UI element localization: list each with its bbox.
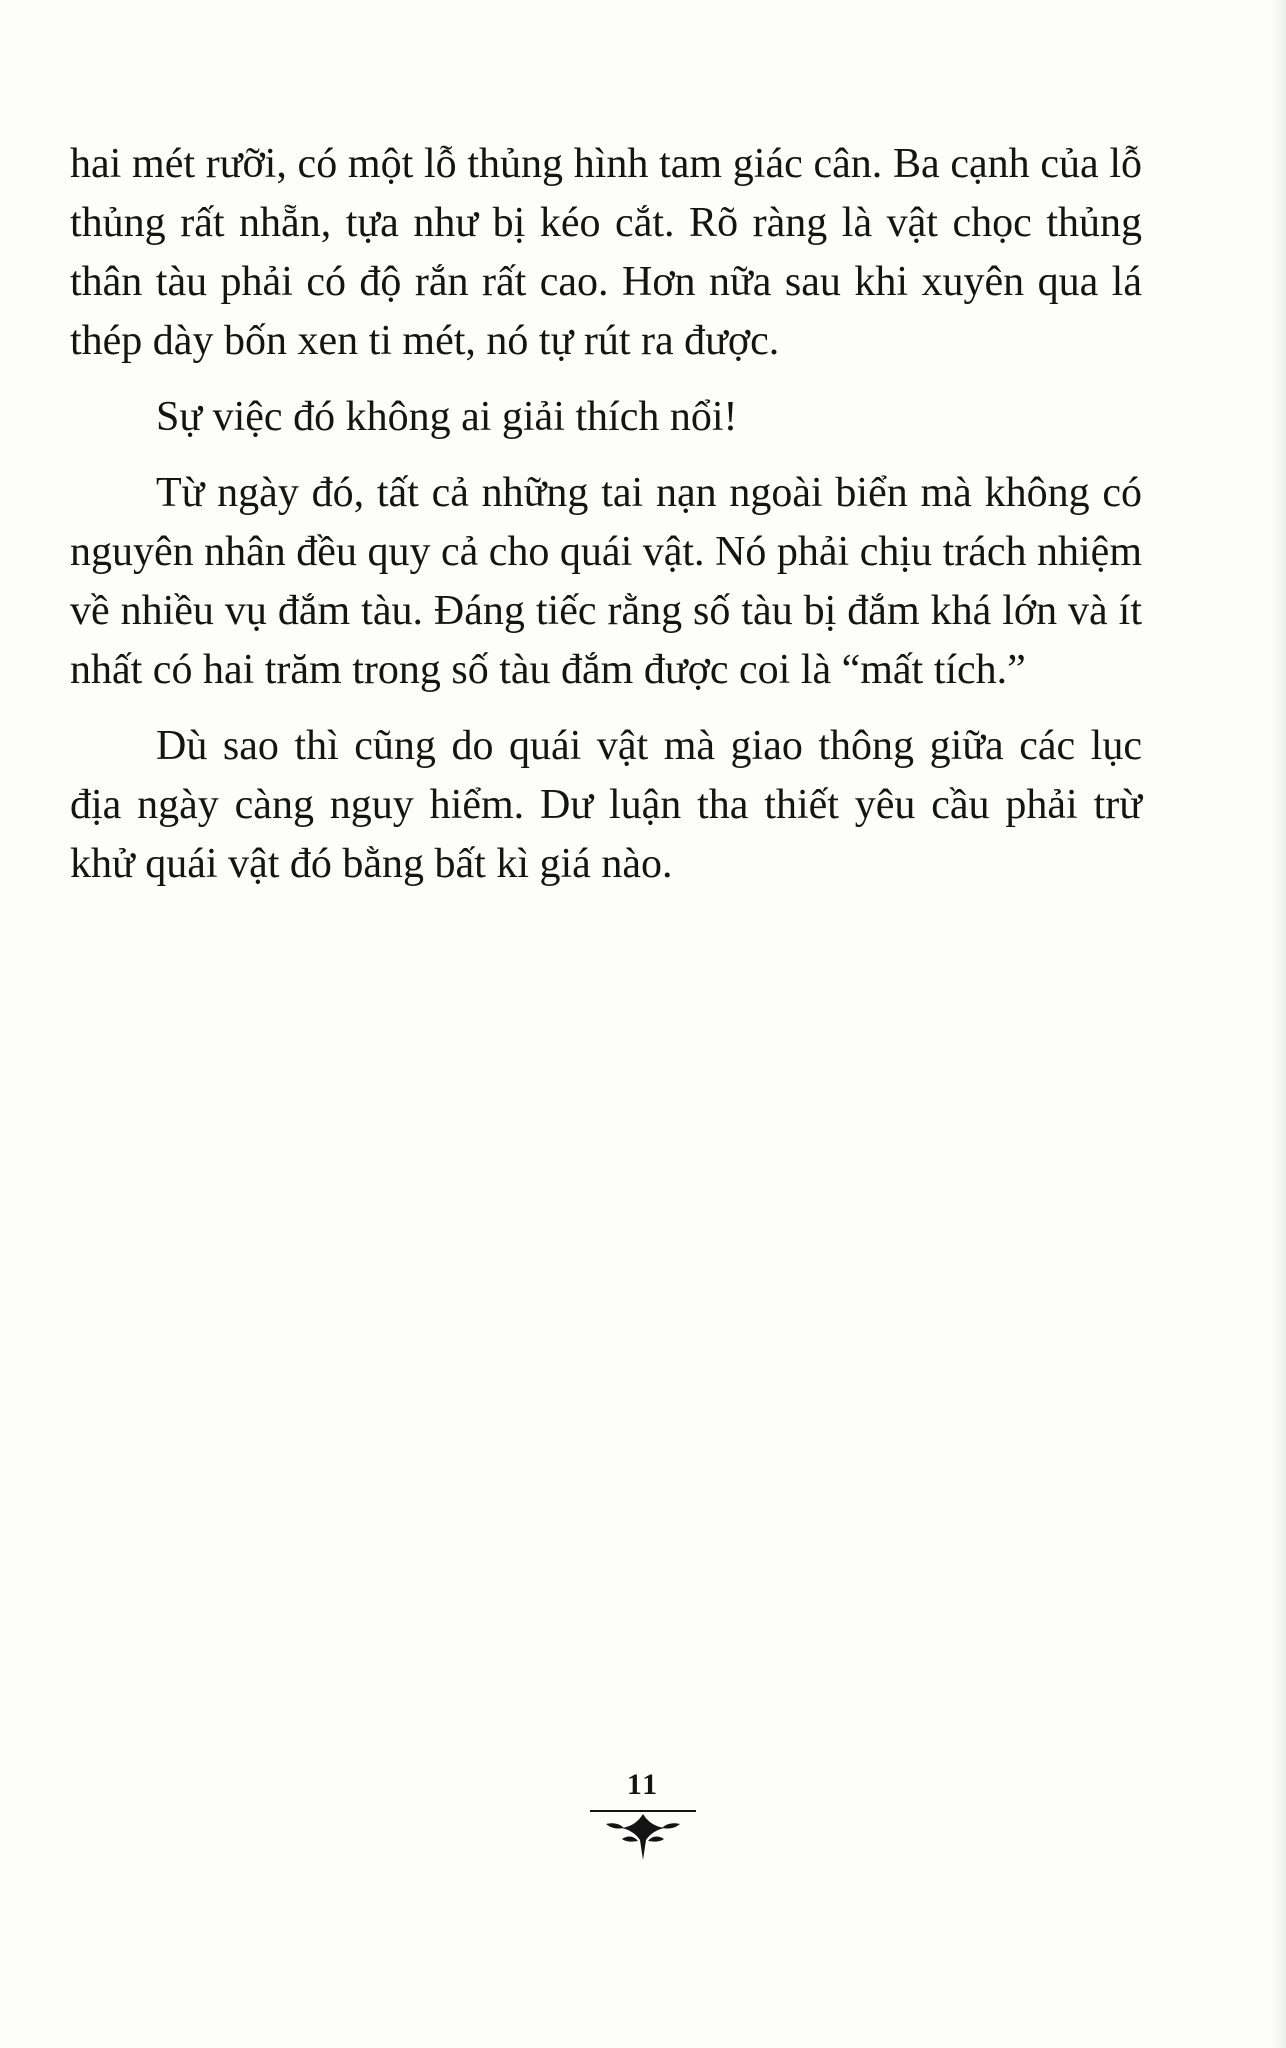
page-number: 11 [626, 1768, 660, 1801]
paragraph: Từ ngày đó, tất cả những tai nạn ngoài biển mà không có nguyên nhân đều quy cả cho quái vật. Nó phải chịu trách nhiệm về nhiều vụ đắm tàu. Đáng tiếc rằng số tàu bị đắm khá lớn và ít nhất có hai trăm trong số tàu đắm được coi là “mất tích.” [70, 470, 1142, 693]
fleuron-ornament-icon [588, 1808, 698, 1864]
paragraph-continued: hai mét rưỡi, có một lỗ thủng hình tam giác cân. Ba cạnh của lỗ thủng rất nhẵn, tựa như bị kéo cắt. Rõ ràng là vật chọc thủng thân tàu phải có độ rắn rất cao. Hơn nữa sau khi xuyên qua lá thép dày bốn xen ti mét, nó tự rút ra được. [70, 141, 1142, 364]
body-text [70, 135, 1142, 894]
page-edge [1272, 0, 1286, 2048]
page-footer [0, 1768, 1286, 1864]
paragraph: Sự việc đó không ai giải thích nổi! [156, 394, 738, 440]
paragraph: Dù sao thì cũng do quái vật mà giao thông giữa các lục địa ngày càng nguy hiểm. Dư luận tha thiết yêu cầu phải trừ khử quái vật đó bằng bất kì giá nào. [70, 723, 1142, 887]
